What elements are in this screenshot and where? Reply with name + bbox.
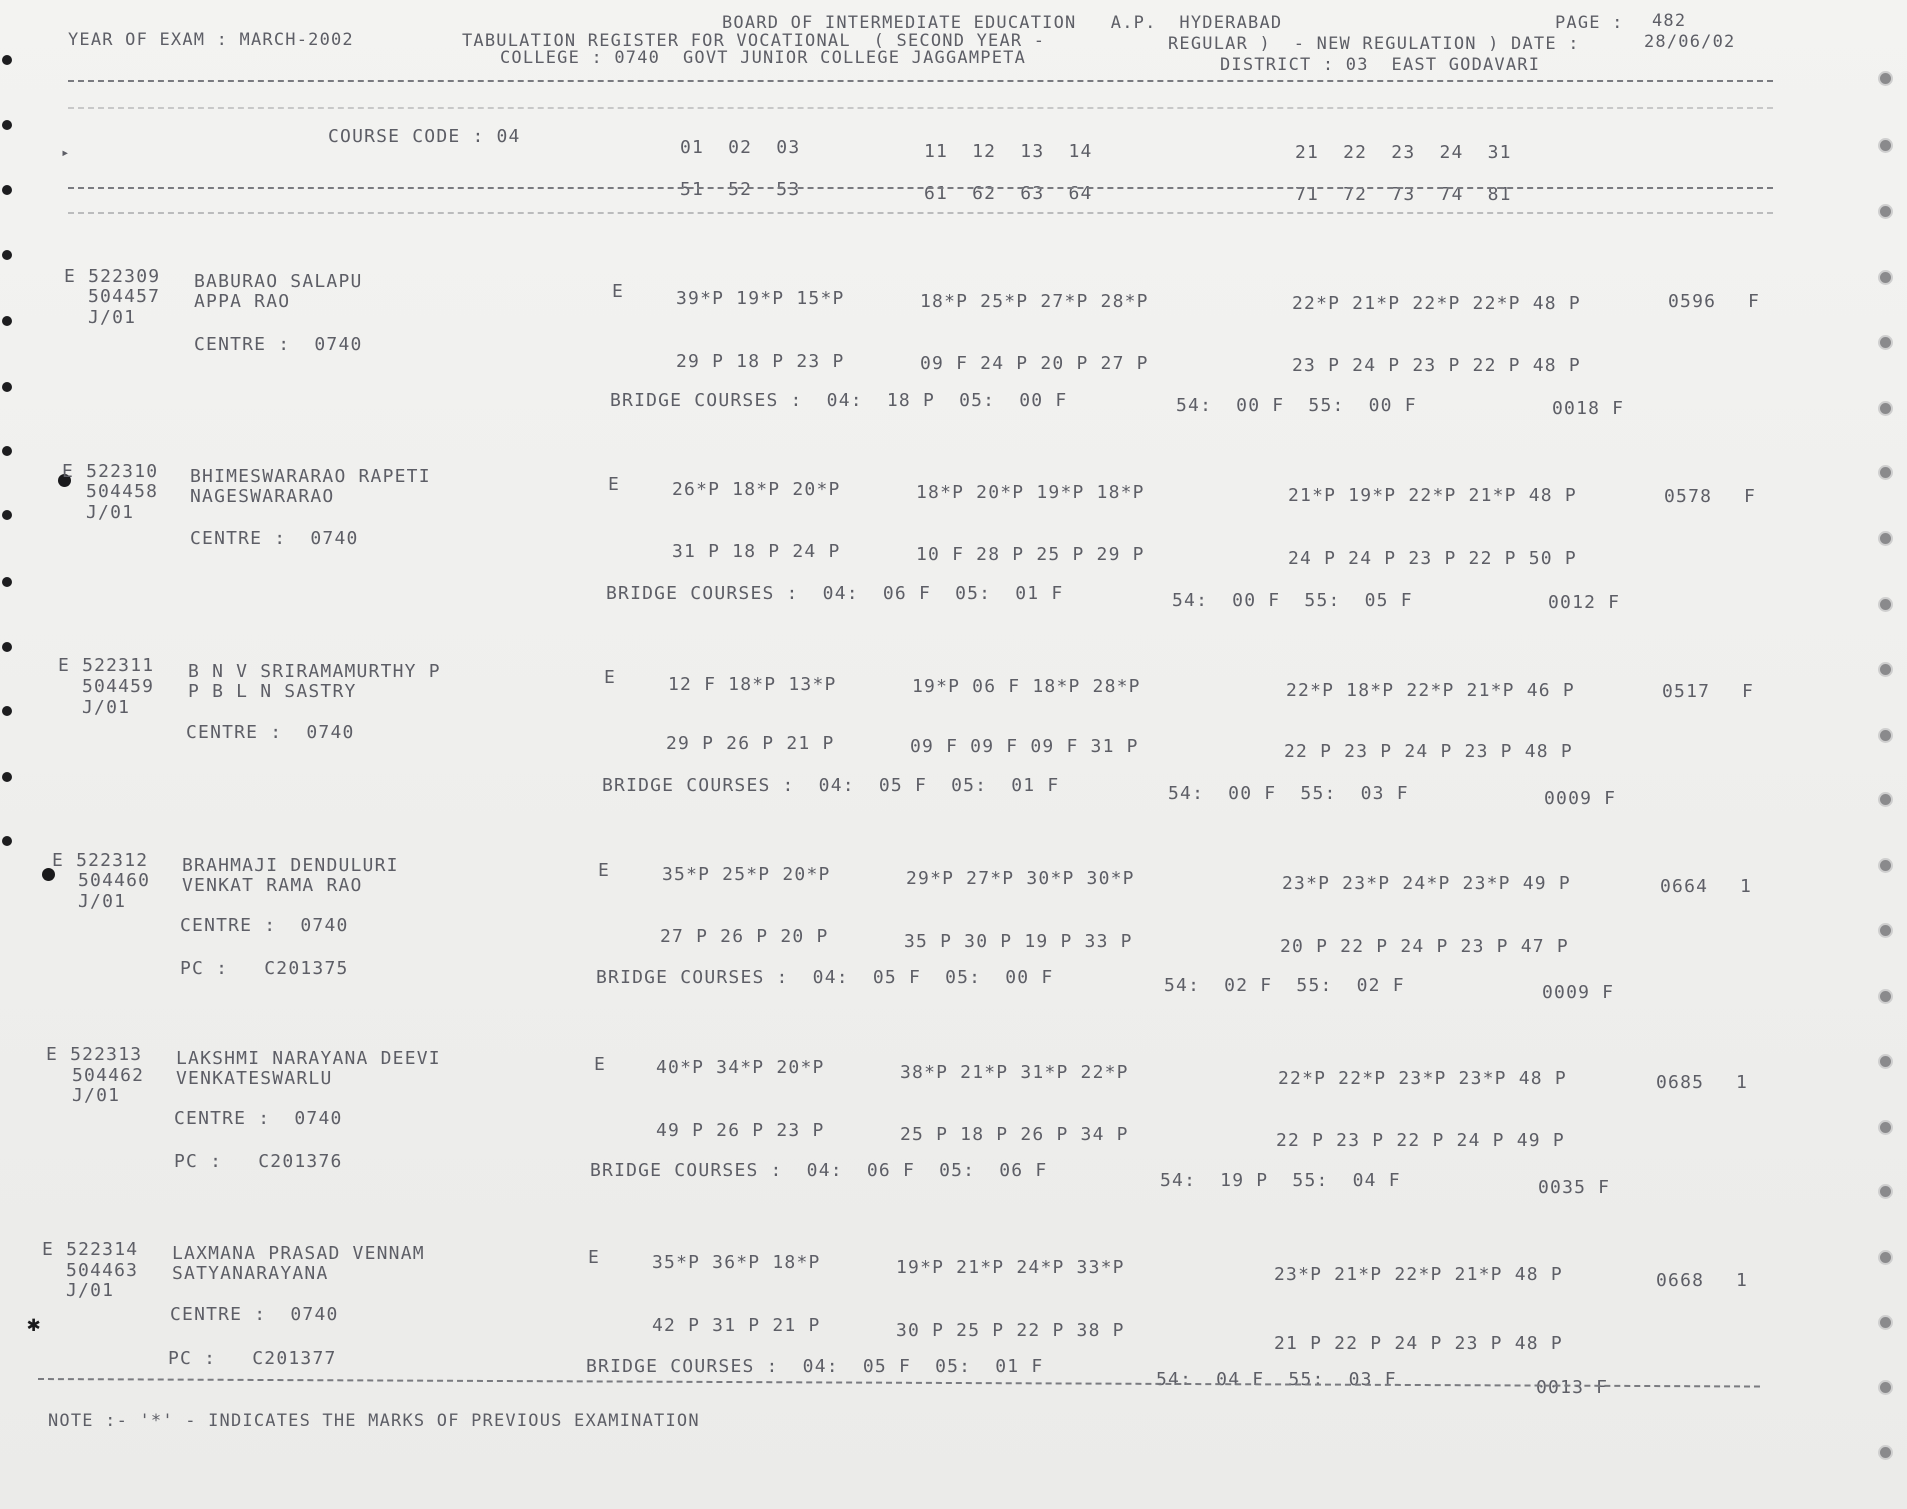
register-number: E 522310 — [62, 461, 159, 482]
grand-total: 0517 — [1662, 681, 1711, 702]
pc-code: PC : C201376 — [174, 1151, 343, 1172]
student-name: LAXMANA PRASAD VENNAM — [172, 1243, 425, 1264]
centre-code: CENTRE : 0740 — [180, 915, 349, 936]
second-year-gen-marks: 10 F 28 P 25 P 29 P — [916, 544, 1145, 565]
first-year-gen-marks: 19*P 06 F 18*P 28*P — [912, 676, 1141, 697]
first-year-gen-marks: 18*P 25*P 27*P 28*P — [920, 291, 1149, 312]
register-number: E 522309 — [64, 266, 161, 287]
header-divider — [68, 80, 1773, 82]
second-year-gen-marks: 35 P 30 P 19 P 33 P — [904, 931, 1133, 952]
second-year-voc-marks: 24 P 24 P 23 P 22 P 50 P — [1288, 548, 1577, 569]
hall-ticket-number: 504460 — [78, 870, 151, 891]
second-year-gen-marks: 09 F 09 F 09 F 31 P — [910, 736, 1139, 757]
centre-code: CENTRE : 0740 — [170, 1304, 339, 1325]
grand-total: 0578 — [1664, 486, 1713, 507]
first-year-gen-codes: 11 12 13 14 — [924, 141, 1093, 162]
first-year-voc-marks: 22*P 21*P 22*P 22*P 48 P — [1292, 293, 1581, 314]
second-year-voc-marks: 22 P 23 P 22 P 24 P 49 P — [1276, 1130, 1565, 1151]
bridge-total: 0012 F — [1548, 592, 1621, 613]
first-year-voc-codes: 21 22 23 24 31 — [1295, 142, 1512, 163]
column-divider — [68, 187, 1773, 189]
result: 1 — [1736, 1072, 1749, 1093]
bridge-courses-second: 54: 04 F 55: 03 F — [1156, 1369, 1397, 1390]
first-year-lang-marks: 12 F 18*P 13*P — [668, 674, 837, 695]
centre-code: CENTRE : 0740 — [194, 334, 363, 355]
student-name: B N V SRIRAMAMURTHY P — [188, 661, 441, 682]
second-year-lang-marks: 29 P 18 P 23 P — [676, 351, 845, 372]
pc-code: PC : C201377 — [168, 1348, 337, 1369]
hall-ticket-number: 504459 — [82, 676, 155, 697]
register-number: E 522312 — [52, 850, 149, 871]
hall-ticket-number: 504458 — [86, 481, 159, 502]
page-number: 482 — [1652, 11, 1687, 31]
college-name: COLLEGE : 0740 GOVT JUNIOR COLLEGE JAGGAMPETA — [500, 48, 1027, 68]
medium: E — [594, 1054, 607, 1075]
first-year-gen-marks: 19*P 21*P 24*P 33*P — [896, 1257, 1125, 1278]
medium: E — [612, 281, 625, 302]
register-title: TABULATION REGISTER FOR VOCATIONAL ( SECOND YEAR - — [462, 31, 1046, 51]
second-year-gen-codes: 61 62 63 64 — [924, 183, 1093, 204]
first-year-lang-codes: 01 02 03 — [680, 137, 801, 158]
regulation-text: REGULAR ) - NEW REGULATION ) DATE : — [1168, 34, 1580, 54]
father-name: P B L N SASTRY — [188, 681, 357, 702]
first-year-voc-marks: 23*P 23*P 24*P 23*P 49 P — [1282, 873, 1571, 894]
bridge-total: 0009 F — [1542, 982, 1615, 1003]
hall-ticket-number: 504457 — [88, 286, 161, 307]
first-year-lang-marks: 40*P 34*P 20*P — [656, 1057, 825, 1078]
bridge-courses-second: 54: 00 F 55: 03 F — [1168, 783, 1409, 804]
student-name: BHIMESWARARAO RAPETI — [190, 466, 431, 487]
group-code: J/01 — [72, 1085, 121, 1106]
first-year-lang-marks: 35*P 36*P 18*P — [652, 1252, 821, 1273]
footer-divider — [38, 1378, 1760, 1388]
medium: E — [608, 474, 621, 495]
register-number: E 522311 — [58, 655, 155, 676]
bridge-courses: BRIDGE COURSES : 04: 18 P 05: 00 F — [610, 390, 1068, 411]
centre-code: CENTRE : 0740 — [190, 528, 359, 549]
student-name: LAKSHMI NARAYANA DEEVI — [176, 1048, 441, 1069]
first-year-voc-marks: 21*P 19*P 22*P 21*P 48 P — [1288, 485, 1577, 506]
hall-ticket-number: 504462 — [72, 1065, 145, 1086]
report-date: 28/06/02 — [1644, 32, 1736, 52]
second-year-lang-marks: 29 P 26 P 21 P — [666, 733, 835, 754]
first-year-lang-marks: 26*P 18*P 20*P — [672, 479, 841, 500]
first-year-gen-marks: 18*P 20*P 19*P 18*P — [916, 482, 1145, 503]
tabulation-register-page: YEAR OF EXAM : MARCH-2002 BOARD OF INTERMEDIATE EDUCATION A.P. HYDERABAD PAGE : 482 TABULATION REGISTER FOR VOCATIONAL ( SECOND YEAR - REGULAR ) - NEW REGULATION ) DATE : 28/06/02 COLLEGE : 0740 GOVT JUNIOR COLLEGE JAGGAMPETA DISTRICT : 03 EAST GODAVARI ▸ COURSE CODE : 04 01 02 03 11 12 13 14 21 22 23 24 31 51 52 53 61 62 63 64 71 72 73 74 81 E 522309 504457 J/01 BABURAO SALAPU APPA RAO CENTRE : 0740 E 39*P 19*P 15*P 18*P 25*P 27*P 28*P 22*P 21*P 22*P 22*P 48 P 0596 F 29 P 18 P 23 P 09 F 24 P 20 P 27 P 23 P 24 P 23 P 22 P 48 P BRIDGE COURSES : 04: 18 P 05: 00 F 54: 00 F 55: 00 F 0018 F E 522310 504458 J/01 BHIMESWARARAO RAPETI NAGESWARARAO CENTRE : 0740 E 26*P 18*P 20*P 18*P 20*P 19*P 18*P 21*P 19*P 22*P 21*P 48 P 0578 F 31 P 18 P 24 P 10 F 28 P 25 P 29 P 24 P 24 P 23 P 22 P 50 P BRIDGE COURSES : 04: 06 F 05: 01 F 54: 00 F 55: 05 F 0012 F E 522311 504459 J/01 B N V SRIRAMAMURTHY P P B L N SASTRY CENTRE : 0740 E 12 F 18*P 13*P 19*P 06 F 18*P 28*P 22*P 18*P 22*P 21*P 46 P 0517 F 29 P 26 P 21 P 09 F 09 F 09 F 31 P 22 P 23 P 24 P 23 P 48 P BRIDGE COURSES : 04: 05 F 05: 01 F 54: 00 F 55: 03 F 0009 F E 522312 504460 J/01 BRAHMAJI DENDULURI VENKAT RAMA RAO CENTRE : 0740 PC : C201375 E 35*P 25*P 20*P 29*P 27*P 30*P 30*P 23*P 23*P 24*P 23*P 49 P 0664 1 27 P 26 P 20 P 35 P 30 P 19 P 33 P 20 P 22 P 24 P 23 P 47 P BRIDGE COURSES : 04: 05 F 05: 00 F 54: 02 F 55: 02 F 0009 F E 522313 504462 J/01 LAKSHMI NARAYANA DEEVI VENKATESWARLU CENTRE : 0740 PC : C201376 E 40*P 34*P 20*P 38*P 21*P 31*P 22*P 22*P 22*P 23*P 23*P 48 P 0685 1 49 P 26 P 23 P 25 P 18 P 26 P 34 P 22 P 23 P 22 P 24 P 49 P BRIDGE COURSES : 04: 06 F 05: 06 F 54: 19 P 55: 04 F 0035 F ✱ E 522314 504463 J/01 LAXMANA PRASAD VENNAM SATYANARAYANA CENTRE : 0740 PC : C201377 E 35*P 36*P 18*P 19*P 21*P 24*P 33*P 23*P 21*P 22*P 21*P 48 P 0668 1 42 P 31 P 21 P 30 P 25 P 22 P 38 P 21 P 22 P 24 P 23 P 48 P BRIDGE COURSES : 04: 05 F 05: 01 F 54: 04 F 55: 03 F 0013 F NOTE :- '*' - INDICATES THE MARKS OF PREVIOUS EXAMINATION — [0, 0, 1907, 1509]
first-year-voc-marks: 23*P 21*P 22*P 21*P 48 P — [1274, 1264, 1563, 1285]
first-year-lang-marks: 35*P 25*P 20*P — [662, 864, 831, 885]
second-year-voc-marks: 22 P 23 P 24 P 23 P 48 P — [1284, 741, 1573, 762]
second-year-gen-marks: 30 P 25 P 22 P 38 P — [896, 1320, 1125, 1341]
group-code: J/01 — [78, 891, 127, 912]
first-year-gen-marks: 29*P 27*P 30*P 30*P — [906, 868, 1135, 889]
bridge-courses: BRIDGE COURSES : 04: 05 F 05: 00 F — [596, 967, 1054, 988]
board-name: BOARD OF INTERMEDIATE EDUCATION A.P. HYDERABAD — [722, 13, 1283, 33]
district-name: DISTRICT : 03 EAST GODAVARI — [1220, 55, 1541, 75]
result: 1 — [1736, 1270, 1749, 1291]
second-year-voc-marks: 23 P 24 P 23 P 22 P 48 P — [1292, 355, 1581, 376]
second-year-lang-marks: 49 P 26 P 23 P — [656, 1120, 825, 1141]
group-code: J/01 — [86, 502, 135, 523]
first-year-voc-marks: 22*P 22*P 23*P 23*P 48 P — [1278, 1068, 1567, 1089]
bridge-courses: BRIDGE COURSES : 04: 05 F 05: 01 F — [586, 1356, 1044, 1377]
header-divider-faint — [68, 107, 1773, 109]
ink-blot: ✱ — [27, 1312, 42, 1337]
second-year-lang-marks: 42 P 31 P 21 P — [652, 1315, 821, 1336]
first-year-lang-marks: 39*P 19*P 15*P — [676, 288, 845, 309]
medium: E — [604, 667, 617, 688]
register-number: E 522313 — [46, 1044, 143, 1065]
student-name: BABURAO SALAPU — [194, 271, 363, 292]
first-year-voc-marks: 22*P 18*P 22*P 21*P 46 P — [1286, 680, 1575, 701]
medium: E — [588, 1247, 601, 1268]
course-code: COURSE CODE : 04 — [328, 126, 521, 147]
page-label: PAGE : — [1555, 13, 1624, 33]
bridge-courses-second: 54: 00 F 55: 00 F — [1176, 395, 1417, 416]
pc-code: PC : C201375 — [180, 958, 349, 979]
bridge-courses: BRIDGE COURSES : 04: 06 F 05: 06 F — [590, 1160, 1048, 1181]
father-name: SATYANARAYANA — [172, 1263, 329, 1284]
result: F — [1742, 681, 1755, 702]
second-year-voc-marks: 20 P 22 P 24 P 23 P 47 P — [1280, 936, 1569, 957]
father-name: APPA RAO — [194, 291, 291, 312]
result: 1 — [1740, 876, 1753, 897]
father-name: VENKAT RAMA RAO — [182, 875, 363, 896]
bridge-total: 0009 F — [1544, 788, 1617, 809]
second-year-lang-marks: 31 P 18 P 24 P — [672, 541, 841, 562]
result: F — [1748, 291, 1761, 312]
father-name: NAGESWARARAO — [190, 486, 335, 507]
result: F — [1744, 486, 1757, 507]
group-code: J/01 — [82, 697, 131, 718]
grand-total: 0664 — [1660, 876, 1709, 897]
second-year-lang-marks: 27 P 26 P 20 P — [660, 926, 829, 947]
group-code: J/01 — [66, 1280, 115, 1301]
second-year-gen-marks: 09 F 24 P 20 P 27 P — [920, 353, 1149, 374]
bridge-total: 0013 F — [1536, 1377, 1609, 1398]
second-year-voc-codes: 71 72 73 74 81 — [1295, 184, 1512, 205]
register-number: E 522314 — [42, 1239, 139, 1260]
centre-code: CENTRE : 0740 — [186, 722, 355, 743]
centre-code: CENTRE : 0740 — [174, 1108, 343, 1129]
bridge-courses-second: 54: 19 P 55: 04 F — [1160, 1170, 1401, 1191]
bridge-total: 0035 F — [1538, 1177, 1611, 1198]
bridge-courses-second: 54: 02 F 55: 02 F — [1164, 975, 1405, 996]
medium: E — [598, 860, 611, 881]
bridge-courses-second: 54: 00 F 55: 05 F — [1172, 590, 1413, 611]
bridge-courses: BRIDGE COURSES : 04: 06 F 05: 01 F — [606, 583, 1064, 604]
grand-total: 0596 — [1668, 291, 1717, 312]
group-code: J/01 — [88, 307, 137, 328]
second-year-gen-marks: 25 P 18 P 26 P 34 P — [900, 1124, 1129, 1145]
hall-ticket-number: 504463 — [66, 1260, 139, 1281]
student-name: BRAHMAJI DENDULURI — [182, 855, 399, 876]
second-year-voc-marks: 21 P 22 P 24 P 23 P 48 P — [1274, 1333, 1563, 1354]
year-of-exam: YEAR OF EXAM : MARCH-2002 — [68, 30, 354, 50]
bridge-courses: BRIDGE COURSES : 04: 05 F 05: 01 F — [602, 775, 1060, 796]
father-name: VENKATESWARLU — [176, 1068, 333, 1089]
footnote: NOTE :- '*' - INDICATES THE MARKS OF PREVIOUS EXAMINATION — [48, 1411, 700, 1431]
second-year-lang-codes: 51 52 53 — [680, 179, 801, 200]
column-divider-lower — [68, 212, 1773, 214]
grand-total: 0668 — [1656, 1270, 1705, 1291]
first-year-gen-marks: 38*P 21*P 31*P 22*P — [900, 1062, 1129, 1083]
grand-total: 0685 — [1656, 1072, 1705, 1093]
bridge-total: 0018 F — [1552, 398, 1625, 419]
